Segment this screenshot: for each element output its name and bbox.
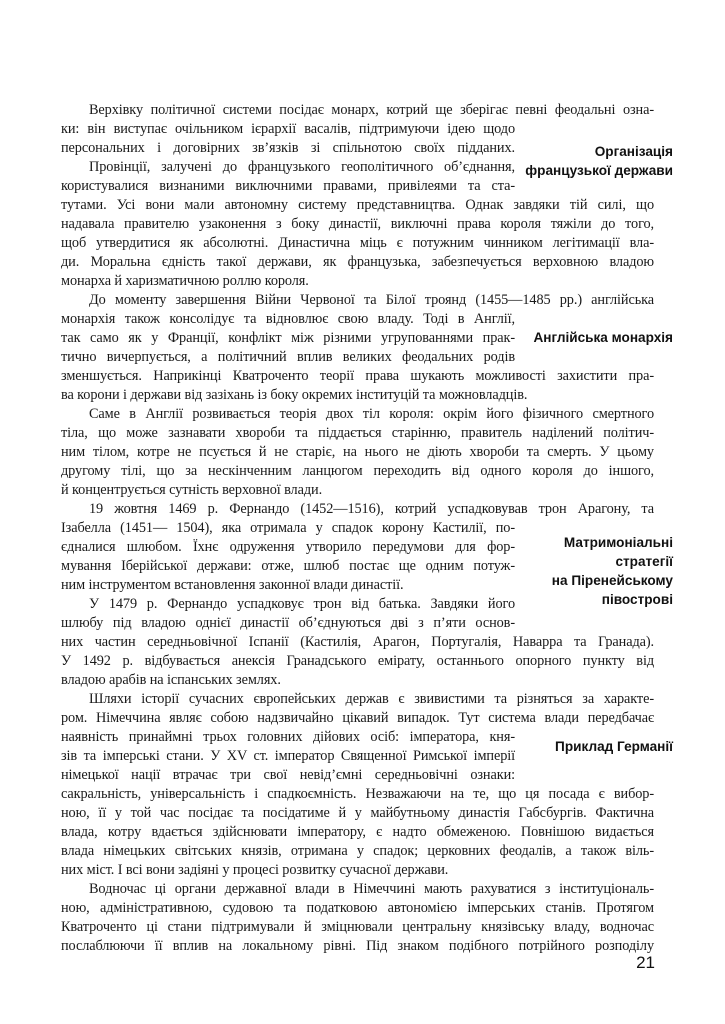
text-line: мування Іберійської держави: отже, шлюб постає ще одним потуж- [61, 558, 515, 574]
text-line: зменшується. Наприкінці Кватроченто теорії права шукають можливості захистити пра- [61, 368, 654, 384]
text-line: монархія також консолідує та відновлює свою владу. Тоді в Англії, [61, 311, 515, 327]
margin-note-line: півострові [601, 592, 673, 607]
text-line: послаблюючи її вплив на локальному рівні. Під знаком подібного потрійного розподілу [61, 938, 654, 954]
text-line: ною, її у той час посідає та посідатиме й у майбутньому династія Габсбургів. Фактична [61, 805, 654, 821]
text-line: ною, адміністративною, судовою та податковою автономією імперських станів. Протягом [61, 900, 654, 916]
text-line: них міст. І всі вони задіяні у процесі розвитку сучасної держави. [61, 862, 449, 878]
text-line: тутами. Усі вони мали автономну систему представництва. Однак завдяки тій силі, що [61, 197, 654, 213]
text-line: зів та імперські стани. У XV ст. імператор Священної Римської імперії [61, 748, 515, 764]
text-line: надавала правителю узаконення з боку династії, виключні права короля тяжіли до того, [61, 216, 654, 232]
text-line: персональних і договірних зв’язків зі спільнотою своїх підданих. [61, 140, 515, 156]
text-line: Водночас ці органи державної влади в Німеччині мають рахуватися з інституціональ- [89, 881, 654, 897]
text-line: 19 жовтня 1469 р. Фернандо (1452—1516), котрий успадковував трон Арагону, та [89, 501, 654, 517]
text-line: У 1492 р. відбувається анексія Гранадського емірату, останнього опорного пункту від [61, 653, 654, 669]
text-line: владою арабів на іспанських землях. [61, 672, 281, 688]
margin-note-line: стратегії [615, 554, 673, 569]
margin-note-line: на Піренейському [551, 573, 673, 588]
text-line: ди. Моральна єдність такої держави, як французька, забезпечується верховною владою [61, 254, 654, 270]
margin-note-line: Англійська монархія [533, 330, 673, 345]
page-number: 21 [636, 953, 655, 972]
text-line: До моменту завершення Війни Червоної та Білої троянд (1455—1485 рр.) англійська [89, 292, 654, 308]
margin-note-line: Матримоніальні [563, 535, 673, 550]
text-line: Верхівку політичної системи посідає монарх, котрий ще зберігає певні феодальні озна- [89, 102, 654, 118]
margin-note-england [503, 328, 673, 347]
text-line: єдналися шлюбом. Їхнє одруження утворило передумови для фор- [61, 539, 515, 555]
text-line: сакральність, універсальність і спадкоємність. Незважаючи на те, що ця посада є вибор- [61, 786, 654, 802]
text-line: ром. Німеччина являє собою надзвичайно цікавий випадок. Тут система влади передбачає [61, 710, 654, 726]
text-line: шлюбу під владою однієї династії об’єднуються дві з п’яти основ- [61, 615, 515, 631]
margin-note-line: французької держави [525, 163, 673, 178]
text-line: тично вичерпується, а політичний вплив великих феодальних родів [61, 349, 515, 365]
text-line: Саме в Англії розвивається теорія двох тіл короля: окрім його фізичного смертного [89, 406, 654, 422]
text-line: ним інструментом встановлення законної влади династії. [61, 577, 404, 593]
margin-note-iberia [503, 533, 673, 609]
text-line: другому тілі, що за нескінченним ланцюгом переходить від одного короля до іншого, [61, 463, 654, 479]
text-line: так само як у Франції, конфлікт між різними угрупованнями прак- [61, 330, 515, 346]
margin-note-germany [503, 737, 673, 756]
text-line: Провінції, залучені до французького геополітичного об’єднання, [89, 159, 515, 175]
text-line: й концентрується сутність верховної влади. [61, 482, 323, 498]
text-line: влада, котру вдається здійснювати імператору, є надто обмеженою. Повнішою видається [61, 824, 654, 840]
text-line: наявність принаймні трьох головних дійових осіб: імператора, кня- [61, 729, 515, 745]
text-line: влада німецьких світських князів, отримана у спадок; церковних феодалів, а також віль- [61, 843, 654, 859]
text-line: Кватроченто ці стани підтримували й зміцнювали центральну князівську владу, водночас [61, 919, 654, 935]
text-line: ним тілом, котре не псується й не старіє, на нього не діють хвороби та смерть. У цьому [61, 444, 654, 460]
text-line: ва корони і держави від зазіхань із боку окремих інституцій та можновладців. [61, 387, 528, 403]
text-line: Ізабелла (1451— 1504), яка отримала у спадок корону Кастилії, по- [61, 520, 515, 536]
text-line: тіла, що може зазнавати хвороби та піддається старінню, правитель наділений політич- [61, 425, 654, 441]
text-line: них частин середньовічної Іспанії (Кастилія, Арагон, Португалія, Наварра та Гранада). [61, 634, 654, 650]
text-line: У 1479 р. Фернандо успадковує трон від батька. Завдяки його [89, 596, 515, 612]
text-line: монарха й харизматичною роллю короля. [61, 273, 309, 289]
text-line: ки: він виступає очільником ієрархії васалів, підтримуючи ідею щодо [61, 121, 515, 137]
text-line: користувалися визнаними виключними правами, привілеями та ста- [61, 178, 515, 194]
margin-note-line: Організація [594, 144, 673, 159]
text-line: Шляхи історії сучасних європейських держав є звивистими та різняться за характе- [89, 691, 654, 707]
margin-note-france [503, 142, 673, 180]
margin-note-line: Приклад Германії [555, 739, 673, 754]
text-line: німецької нації втрачає три свої невід’ємні середньовічні ознаки: [61, 767, 515, 783]
text-line: щоб утвердитися як абсолютні. Династична міць є потужним чинником легітимації вла- [61, 235, 654, 251]
